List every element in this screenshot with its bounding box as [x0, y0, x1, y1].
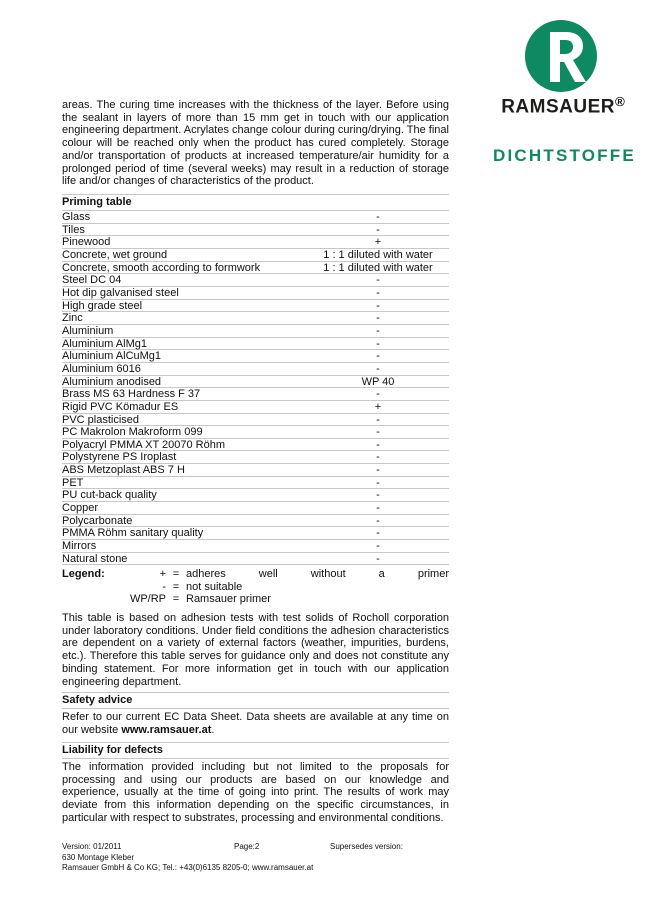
priming-material: Glass	[62, 211, 91, 223]
priming-table-row	[62, 414, 449, 427]
priming-material: Aluminium	[62, 324, 114, 337]
legend-word: adheres	[186, 568, 226, 580]
legend-description	[186, 568, 449, 581]
footer-version: Version: 01/2011	[62, 842, 122, 851]
priming-value: -	[376, 312, 380, 325]
priming-table-row	[62, 388, 449, 401]
priming-value: -	[376, 299, 380, 312]
priming-table-row	[62, 527, 449, 540]
priming-table-row	[62, 464, 449, 477]
priming-value: -	[376, 476, 380, 489]
priming-table-row	[62, 502, 449, 515]
priming-material: Tiles	[62, 223, 85, 236]
priming-material: Aluminium 6016	[62, 362, 141, 375]
legend-symbol: WP/RP	[129, 593, 166, 606]
legend-word: primer	[417, 568, 449, 580]
brand-subtitle: DICHTSTOFFE	[493, 146, 636, 165]
safety-text-body: Refer to our current EC Data Sheet. Data sheets are available at any time on our website	[62, 711, 449, 736]
legend-equals: =	[172, 568, 180, 580]
safety-heading: Safety advice	[62, 692, 449, 709]
priming-value: -	[376, 286, 380, 299]
brand-name	[493, 94, 633, 118]
liability-heading: Liability for defects	[62, 742, 449, 759]
footer-supersedes: Supersedes version:	[330, 842, 403, 851]
priming-material: Polycarbonate	[62, 514, 133, 527]
priming-value: -	[376, 552, 380, 565]
priming-value: -	[376, 274, 380, 287]
priming-value: -	[376, 388, 380, 401]
legend-description: Ramsauer primer	[186, 593, 271, 606]
priming-table-row	[62, 338, 449, 351]
priming-value: +	[374, 400, 382, 413]
priming-material: PMMA Röhm sanitary quality	[62, 527, 204, 540]
legend-equals: =	[172, 580, 180, 593]
priming-value: 1 : 1 diluted with water	[323, 261, 433, 274]
priming-material: PET	[62, 476, 84, 489]
priming-value: 1 : 1 diluted with water	[323, 248, 433, 261]
adhesion-note-text: This table is based on adhesion tests with test solids of Rocholl corporation under laboratory conditions. Under field conditions the adhesion characteristics are dependent on a variety of external factors (weather, impurities, burdens, etc.). Therefore this table serves for guidance only and does not constitute any binding statement. For more information get in touch with our application engineering department.	[62, 612, 449, 688]
legend-symbol: +	[159, 568, 166, 580]
priming-table-row	[62, 363, 449, 376]
priming-table-row	[62, 325, 449, 338]
priming-table-row	[62, 236, 449, 249]
priming-material: Rigid PVC Kömadur ES	[62, 400, 179, 413]
priming-value: -	[376, 350, 380, 363]
priming-table-heading: Priming table	[62, 194, 449, 211]
priming-value: -	[376, 337, 380, 350]
priming-table-row	[62, 540, 449, 553]
legend-symbol: -	[162, 580, 166, 593]
priming-table-row	[62, 211, 449, 224]
priming-value: -	[376, 426, 380, 439]
page-footer	[62, 842, 449, 874]
legend-label: Legend:	[62, 568, 105, 580]
priming-table-row	[62, 224, 449, 237]
priming-material: Copper	[62, 502, 99, 515]
priming-material: Polystyrene PS Iroplast	[62, 451, 177, 464]
priming-table-row	[62, 477, 449, 490]
priming-material: Steel DC 04	[62, 274, 122, 287]
priming-material: Hot dip galvanised steel	[62, 286, 179, 299]
priming-table-row	[62, 439, 449, 452]
priming-value: -	[376, 211, 380, 223]
priming-material: PVC plasticised	[62, 413, 140, 426]
priming-table-row	[62, 249, 449, 262]
priming-material: Concrete, wet ground	[62, 248, 168, 261]
legend-word: a	[378, 568, 385, 580]
priming-table-row	[62, 426, 449, 439]
legend-word: without	[310, 568, 346, 580]
legend-equals: =	[172, 593, 180, 606]
liability-text: The information provided including but not limited to the proposals for processing and using our products are based on our knowledge and experience, usually at the time of going into print. The results of work may deviate from this information depending on the specific circumstances, in particular with respect to substrates, processing and environmental conditions.	[62, 761, 449, 824]
footer-product: 630 Montage Kleber	[62, 852, 135, 862]
priming-table	[62, 211, 449, 565]
priming-material: Polyacryl PMMA XT 20070 Röhm	[62, 438, 226, 451]
priming-value: -	[376, 324, 380, 337]
priming-value: WP 40	[361, 375, 395, 388]
priming-material: High grade steel	[62, 299, 143, 312]
priming-value: -	[376, 362, 380, 375]
legend-description: not suitable	[186, 580, 243, 593]
priming-table-row	[62, 262, 449, 275]
priming-table-row	[62, 274, 449, 287]
priming-material: PC Makrolon Makroform 099	[62, 426, 203, 439]
priming-material: ABS Metzoplast ABS 7 H	[62, 464, 185, 477]
priming-value: -	[376, 223, 380, 236]
priming-table-row	[62, 376, 449, 389]
liability-paragraph	[62, 761, 449, 825]
priming-table-row	[62, 515, 449, 528]
priming-table-row	[62, 287, 449, 300]
priming-material: Aluminium anodised	[62, 375, 162, 388]
priming-material: Aluminium AlCuMg1	[62, 350, 162, 363]
website-link[interactable]: www.ramsauer.at	[121, 723, 212, 736]
priming-value: -	[376, 527, 380, 540]
priming-material: Brass MS 63 Hardness F 37	[62, 388, 201, 401]
ramsauer-r-logo-icon	[523, 18, 599, 94]
priming-material: Pinewood	[62, 236, 111, 249]
priming-material: Zinc	[62, 312, 83, 325]
priming-value: -	[376, 489, 380, 502]
priming-material: Aluminium AlMg1	[62, 337, 147, 350]
safety-text	[62, 711, 449, 736]
adhesion-note	[62, 612, 449, 688]
priming-value: -	[376, 438, 380, 451]
intro-paragraph	[62, 99, 449, 188]
priming-value: -	[376, 451, 380, 464]
priming-table-row	[62, 451, 449, 464]
priming-value: -	[376, 540, 380, 553]
safety-paragraph	[62, 711, 449, 736]
priming-value: -	[376, 464, 380, 477]
priming-value: +	[374, 236, 382, 249]
footer-company: Ramsauer GmbH & Co KG; Tel.: +43(0)6135 8205-0; www.ramsauer.at	[62, 863, 314, 872]
safety-text-end: .	[211, 723, 215, 736]
priming-material: Natural stone	[62, 552, 128, 565]
intro-text: areas. The curing time increases with the thickness of the layer. Before using the sealant in layers of more than 15 mm get in touch with our application engineering department. Acrylates change colour during curing/drying. The final colour will be reached only when the product has cured completely. Storage and/or transportation of products at increased temperature/air humidity for a prolonged period of time (several weeks) may result in a reduction of storage life and/or changes of characteristics of the product.	[62, 99, 449, 188]
legend-word: well	[258, 568, 278, 580]
priming-value: -	[376, 502, 380, 515]
priming-table-row	[62, 401, 449, 414]
registered-mark: ®	[614, 94, 625, 109]
brand-name-text: RAMSAUER	[501, 96, 615, 118]
footer-page: Page:2	[234, 842, 260, 851]
priming-table-row	[62, 553, 449, 566]
priming-table-row	[62, 350, 449, 363]
legend	[62, 568, 449, 606]
priming-value: -	[376, 514, 380, 527]
priming-value: -	[376, 413, 380, 426]
priming-material: Mirrors	[62, 540, 97, 553]
priming-table-row	[62, 489, 449, 502]
priming-material: PU cut-back quality	[62, 489, 157, 502]
priming-material: Concrete, smooth according to formwork	[62, 261, 261, 274]
priming-table-row	[62, 312, 449, 325]
priming-table-row	[62, 300, 449, 313]
